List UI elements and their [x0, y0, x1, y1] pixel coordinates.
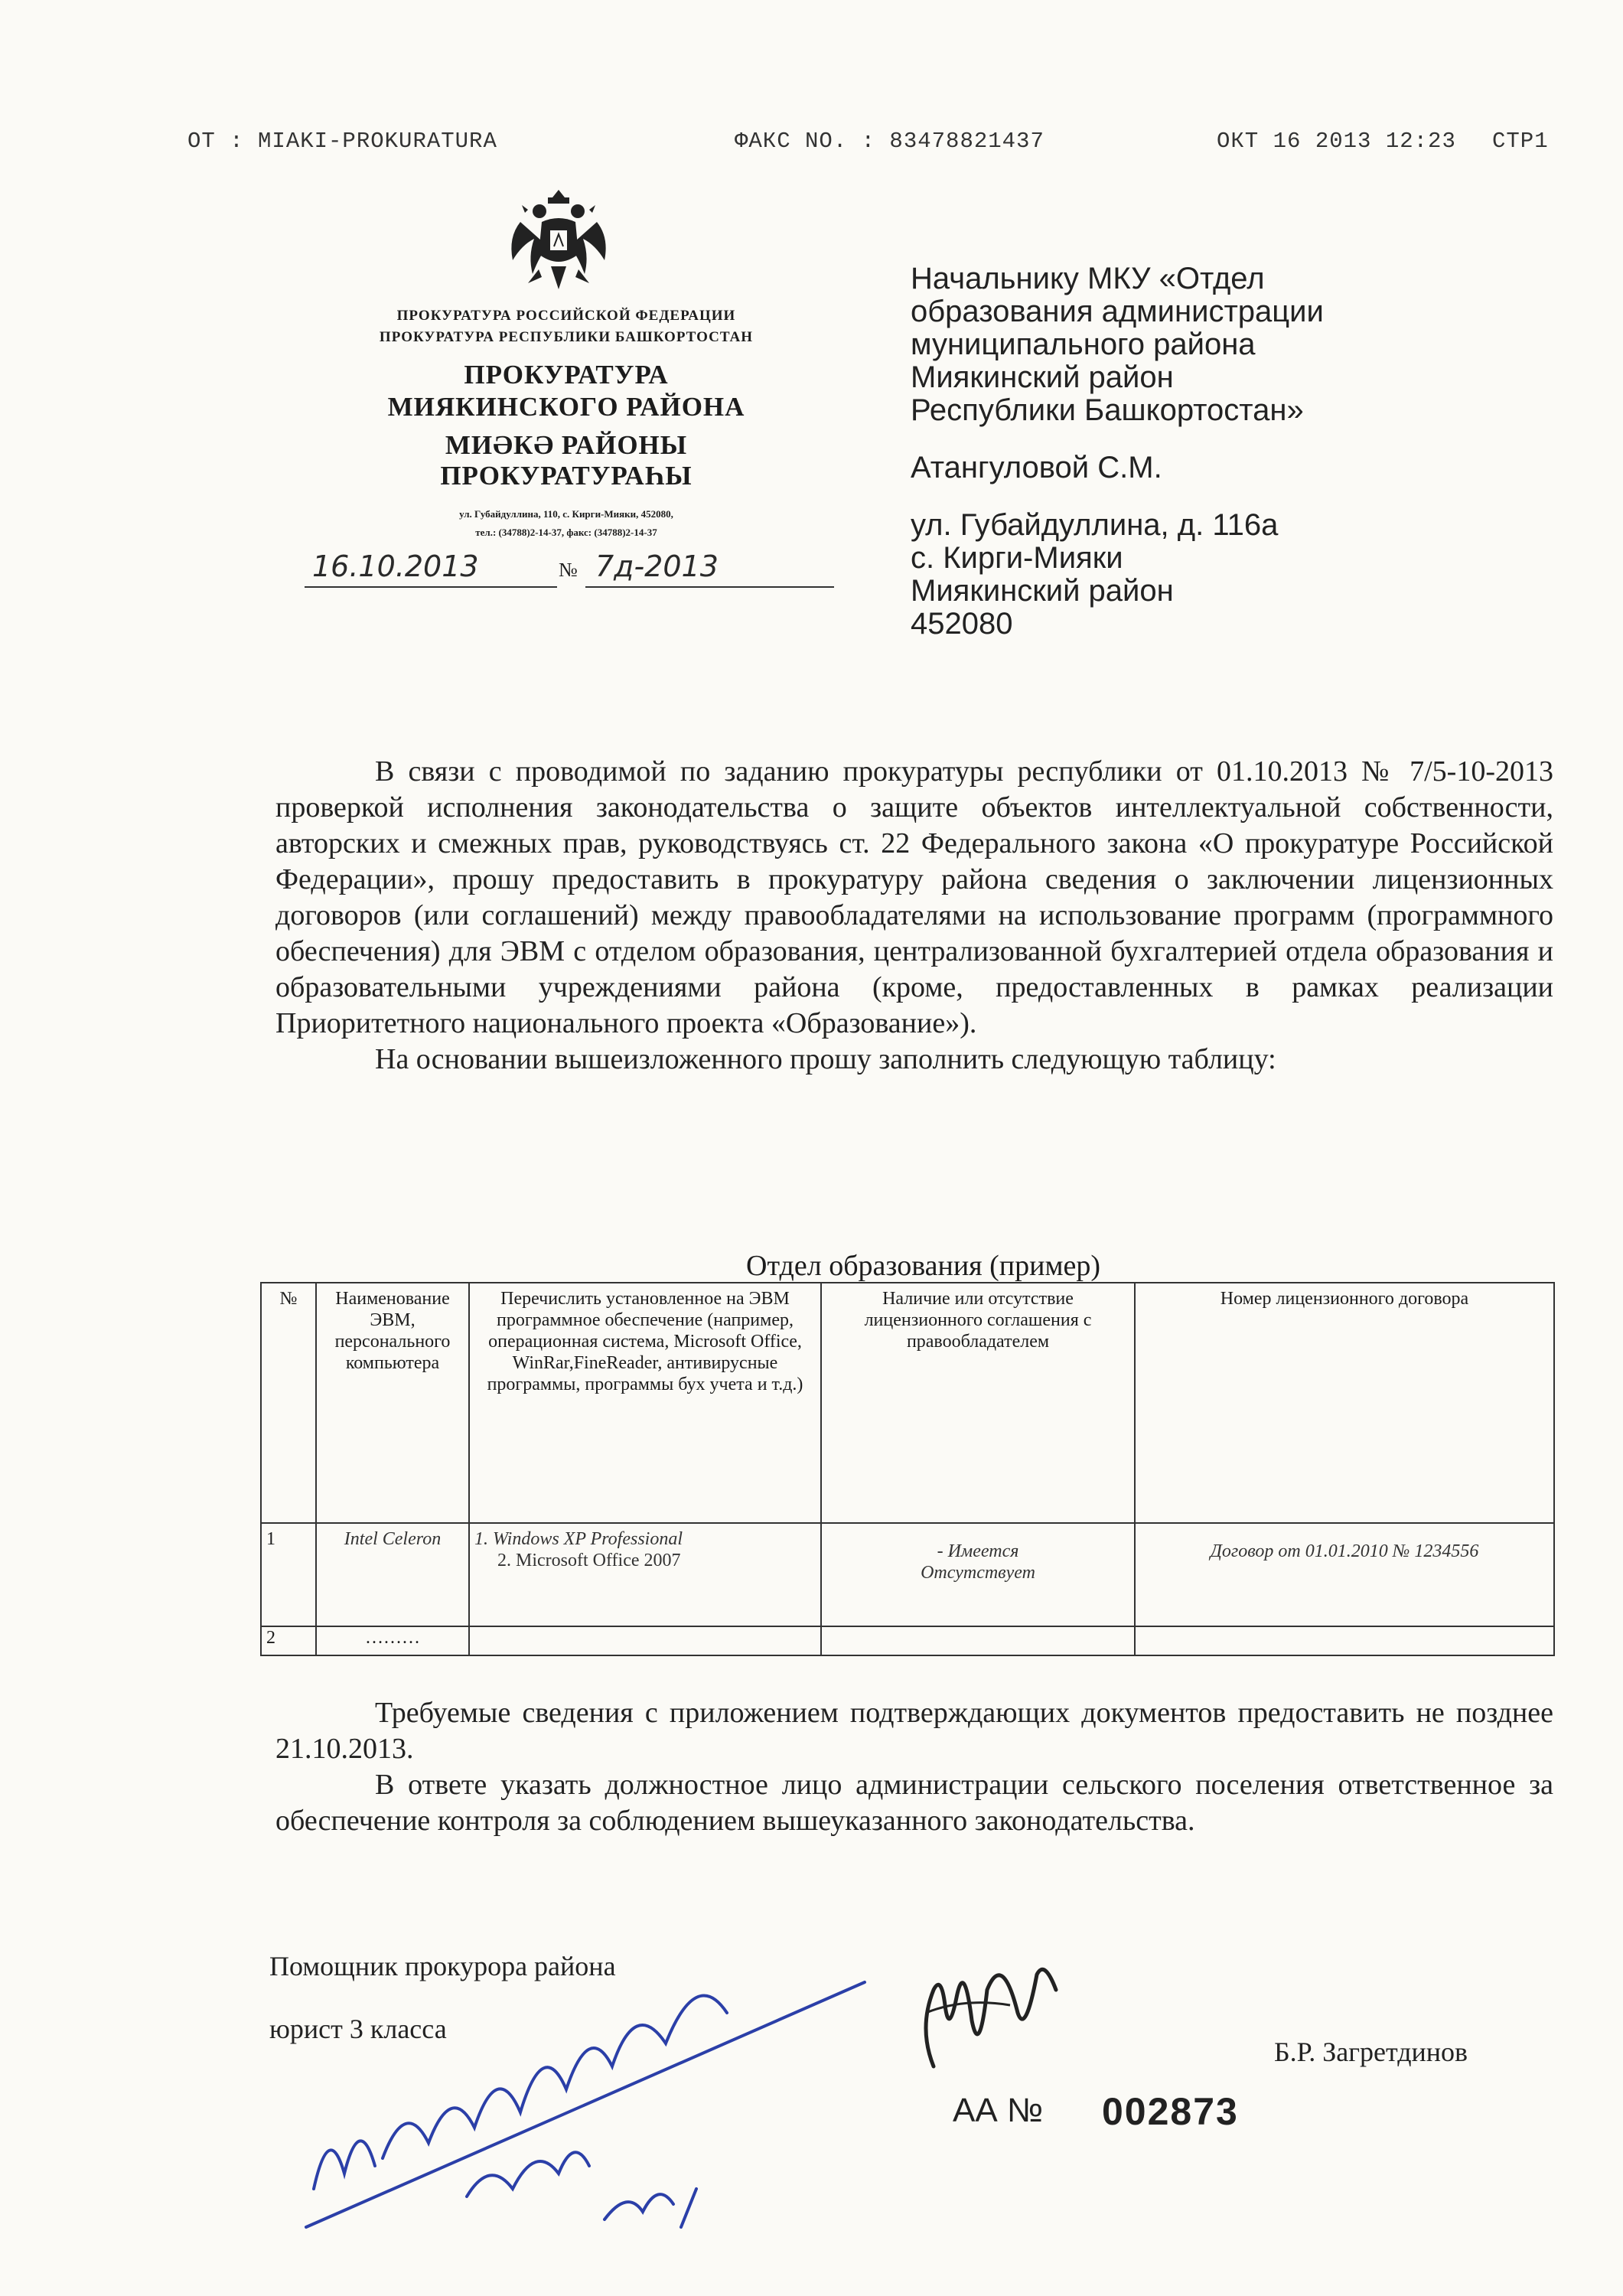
addressee-address-line: Миякинский район	[911, 574, 1174, 608]
software-cell	[469, 1523, 821, 1626]
fax-number: ФАКС NO. : 83478821437	[735, 129, 1045, 154]
serial-number: 002873	[1102, 2090, 1239, 2133]
header-cell: Номер лицензионного договора	[1135, 1283, 1554, 1523]
header-cell: №	[261, 1283, 316, 1523]
table-row	[261, 1523, 1554, 1626]
row-number: 2	[261, 1626, 316, 1655]
addressee-address-line: с. Кирги-Мияки	[911, 541, 1123, 575]
software-cell	[469, 1626, 821, 1655]
addressee-name: Атангуловой С.М.	[911, 451, 1162, 484]
status-cell	[821, 1523, 1135, 1626]
addressee-line: Миякинский район	[911, 360, 1174, 394]
addressee-line: образования администрации	[911, 295, 1324, 328]
addressee-address	[911, 509, 1278, 641]
body-paragraph: На основании вышеизложенного прошу заполнить следующую таблицу:	[375, 1043, 1276, 1075]
sender-title-1: ПРОКУРАТУРА	[464, 360, 669, 390]
contract-cell: Договор от 01.01.2010 № 1234556	[1135, 1523, 1554, 1626]
fax-page: СТР1	[1492, 129, 1549, 154]
addressee-line: муниципального района	[911, 328, 1256, 361]
software-line: 1. Windows XP Professional	[474, 1529, 683, 1549]
table-title: Отдел образования (пример)	[746, 1250, 1101, 1282]
header-cell: Наименование ЭВМ, персонального компьютера	[316, 1283, 469, 1523]
sender-title-2: МИЯКИНСКОГО РАЙОНА	[387, 392, 745, 422]
outgoing-number-label: №	[559, 559, 578, 581]
signer-rank: юрист 3 класса	[269, 2014, 447, 2044]
russian-eagle-emblem-icon	[505, 184, 612, 298]
header-cell: Наличие или отсутствие лицензионного соглашения с правообладателем	[821, 1283, 1135, 1523]
table-header-row	[261, 1283, 1554, 1523]
signer-position: Помощник прокурора района	[269, 1951, 616, 1981]
contract-cell	[1135, 1626, 1554, 1655]
date-underline	[305, 586, 557, 588]
fax-date: ОКТ 16 2013 12:23	[1217, 129, 1456, 154]
sender-title-3: МИӘКӘ РАЙОНЫ	[445, 430, 688, 460]
handwritten-signature-icon	[903, 1944, 1071, 2074]
fax-from: ОТ : MIAKI-PROKURATURA	[187, 129, 497, 154]
table-row	[261, 1626, 1554, 1655]
addressee-line: Начальнику МКУ «Отдел	[911, 262, 1265, 295]
sender-phones: тел.: (34788)2-14-37, факс: (34788)2-14-37	[475, 527, 657, 538]
computer-cell: Intel Celeron	[316, 1523, 469, 1626]
license-table	[260, 1282, 1555, 1656]
addressee-address-line: ул. Губайдуллина, д. 116а	[911, 508, 1279, 542]
sender-title-4: ПРОКУРАТУРАҺЫ	[440, 461, 693, 491]
sender-line-rf: ПРОКУРАТУРА РОССИЙСКОЙ ФЕДЕРАЦИИ	[396, 308, 736, 324]
sender-address: ул. Губайдуллина, 110, с. Кирги-Мияки, 452080,	[459, 508, 673, 520]
status-cell	[821, 1626, 1135, 1655]
addressee-address-line: 452080	[911, 607, 1013, 641]
handwritten-resolution-icon	[283, 1867, 895, 2250]
closing-paragraph: В ответе указать должностное лицо администрации сельского поселения ответственное за обеспечение контроля за соблюдением вышеуказанного законодательства.	[275, 1769, 1553, 1837]
body-paragraph: В связи с проводимой по заданию прокуратуры республики от 01.10.2013 № 7/5-10-2013 проверкой исполнения законодательства о защите объектов интеллектуальной собственности, авторских и смежных прав, руководствуясь ст. 22 Федерального закона «О прокуратуре Российской Федерации», прошу предоставить в прокуратуру района сведения о заключении лицензионных договоров (или соглашений) между правообладателями на использование программ (программного обеспечения) для ЭВМ с отделом образования, централизованной бухгалтерией отдела образования и образовательными учреждениями района (кроме, предоставленных в рамках реализации Приоритетного национального проекта «Образование»).	[275, 755, 1553, 1039]
addressee-line: Республики Башкортостан»	[911, 393, 1304, 427]
letter-body	[275, 754, 1553, 1078]
outgoing-number: 7д-2013	[595, 550, 719, 583]
signer-name: Б.Р. Загретдинов	[1274, 2037, 1468, 2067]
header-cell: Перечислить установленное на ЭВМ программное обеспечение (например, операционная система, Microsoft Office, WinRar,FineReader, антивирусные программы, программы бух учета и т.д.)	[469, 1283, 821, 1523]
status-line: - Имеется	[937, 1541, 1019, 1561]
row-number: 1	[261, 1523, 316, 1626]
closing-text	[275, 1695, 1553, 1839]
outgoing-date: 16.10.2013	[312, 550, 479, 583]
number-underline	[585, 586, 834, 588]
status-line: Отсутствует	[921, 1563, 1035, 1583]
sender-line-rb: ПРОКУРАТУРА РЕСПУБЛИКИ БАШКОРТОСТАН	[379, 329, 754, 345]
serial-label: АА №	[953, 2092, 1044, 2129]
software-line: 2. Microsoft Office 2007	[497, 1551, 681, 1570]
closing-paragraph: Требуемые сведения с приложением подтверждающих документов предоставить не позднее 21.10.2013.	[275, 1697, 1553, 1765]
computer-cell: ………	[316, 1626, 469, 1655]
addressee-position	[911, 263, 1324, 427]
